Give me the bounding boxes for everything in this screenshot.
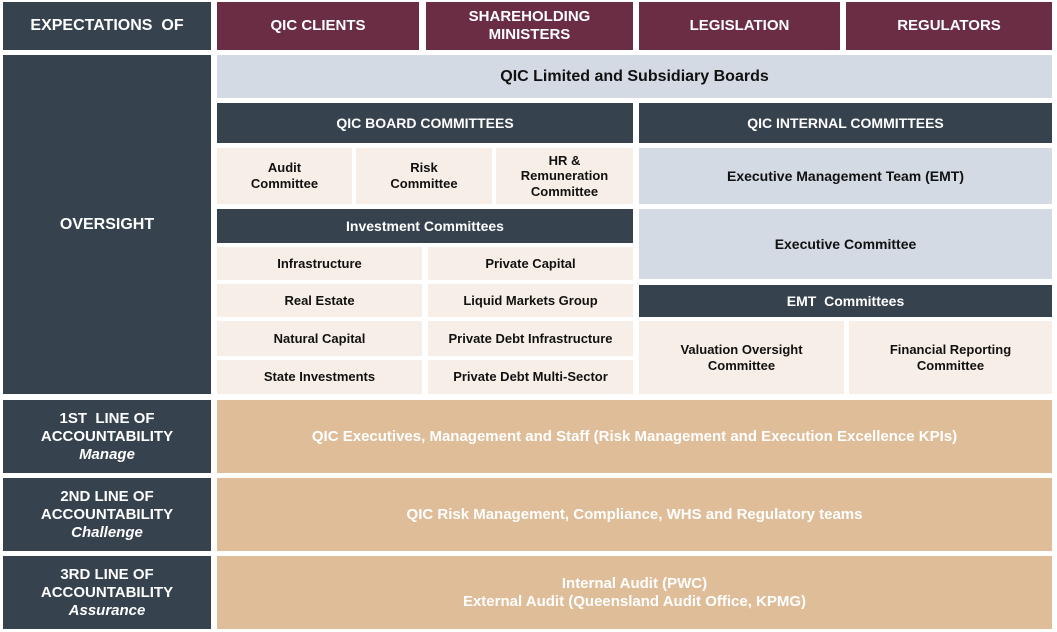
line1-title: 1ST LINE OF ACCOUNTABILITY: [40, 409, 174, 445]
hr-remuneration-committee: HR & Remuneration Committee: [496, 148, 633, 204]
investment-committee-item: Private Debt Multi-Sector: [428, 360, 633, 394]
oversight-label: OVERSIGHT: [3, 55, 211, 394]
expectations-label: EXPECTATIONS OF: [3, 2, 211, 50]
boards-box: QIC Limited and Subsidiary Boards: [217, 55, 1052, 98]
internal-committees-title: QIC INTERNAL COMMITTEES: [639, 103, 1052, 143]
investment-committee-item: Infrastructure: [217, 247, 422, 280]
investment-committee-item: Liquid Markets Group: [428, 284, 633, 317]
investment-committee-item: State Investments: [217, 360, 422, 394]
audit-committee: Audit Committee: [217, 148, 352, 204]
line2-title: 2ND LINE OF ACCOUNTABILITY: [40, 487, 174, 523]
line2-content: QIC Risk Management, Compliance, WHS and Regulatory teams: [217, 478, 1052, 551]
investment-committee-item: Private Capital: [428, 247, 633, 280]
financial-reporting-committee: Financial Reporting Committee: [849, 321, 1052, 394]
stakeholder-legislation: LEGISLATION: [639, 2, 840, 50]
investment-committees-title: Investment Committees: [217, 209, 633, 243]
line1-label: [3, 400, 211, 473]
executive-committee-box: Executive Committee: [639, 209, 1052, 279]
line3-label: [3, 556, 211, 629]
line2-label: [3, 478, 211, 551]
line3-content: Internal Audit (PWC) External Audit (Queensland Audit Office, KPMG): [217, 556, 1052, 629]
risk-committee: Risk Committee: [356, 148, 492, 204]
line3-role: Assurance: [68, 601, 146, 619]
stakeholder-regulators: REGULATORS: [846, 2, 1052, 50]
investment-committee-item: Private Debt Infrastructure: [428, 321, 633, 356]
emt-committees-title: EMT Committees: [639, 285, 1052, 317]
line2-role: Challenge: [71, 523, 143, 541]
emt-box: Executive Management Team (EMT): [639, 148, 1052, 204]
valuation-oversight-committee: Valuation Oversight Committee: [639, 321, 844, 394]
line1-role: Manage: [79, 445, 135, 463]
line3-title: 3RD LINE OF ACCOUNTABILITY: [40, 565, 174, 601]
investment-committee-item: Natural Capital: [217, 321, 422, 356]
board-committees-title: QIC BOARD COMMITTEES: [217, 103, 633, 143]
stakeholder-shareholding-ministers: SHAREHOLDING MINISTERS: [426, 2, 633, 50]
stakeholder-qic-clients: QIC CLIENTS: [217, 2, 419, 50]
investment-committee-item: Real Estate: [217, 284, 422, 317]
line1-content: QIC Executives, Management and Staff (Risk Management and Execution Excellence KPIs): [217, 400, 1052, 473]
